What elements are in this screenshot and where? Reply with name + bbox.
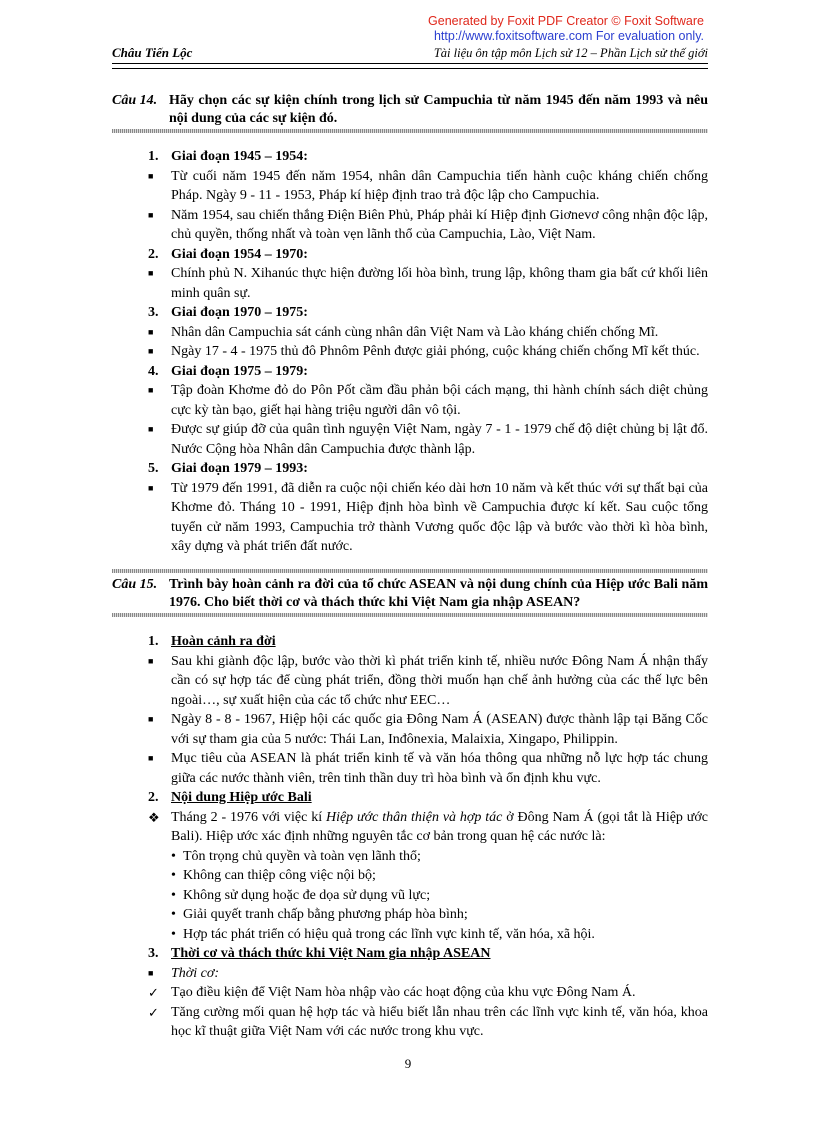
q14-s3-item-2: Ngày 17 - 4 - 1975 thủ đô Phnôm Pênh được giải phóng, cuộc kháng chiến chống Mĩ kết thúc. [171, 344, 700, 359]
q14-s1-item-1: Từ cuối năm 1945 đến năm 1954, nhân dân Campuchia tiến hành cuộc kháng chiến chống Pháp. Ngày 9 - 11 - 1953, Pháp kí hiệp định trao trả độc lập cho Campuchia. [171, 168, 708, 203]
q14-s3-item-1: Nhân dân Campuchia sát cánh cùng nhân dân Việt Nam và Lào kháng chiến chống Mĩ. [171, 324, 659, 340]
q15-s2-principle-5: Hợp tác phát triển có hiệu quả trong các lĩnh vực kinh tế, văn hóa, xã hội. [183, 926, 595, 942]
q14-s5-title: Giai đoạn 1979 – 1993: [171, 461, 308, 476]
q14-s1-title: Giai đoạn 1945 – 1954: [171, 149, 308, 164]
square-bullet-icon: ■ [148, 326, 154, 337]
q15-s3-number: 3. [148, 946, 159, 961]
q15-s2-lead-after: ở Đông Nam Á (gọi tắt là Hiệp ước Bali). Hiệp ước xác định những nguyên tắc cơ bản trong quan hệ các nước là: [171, 809, 708, 844]
checkmark-icon: ✓ [148, 985, 159, 1000]
header-doc-title: Tài liệu ôn tập môn Lịch sử 12 – Phần Lịch sử thế giới [433, 46, 708, 60]
q14-s4-title: Giai đoạn 1975 – 1979: [171, 363, 308, 379]
question-14 [112, 92, 708, 128]
q15-s2-principle-3: Không sử dụng hoặc đe dọa sử dụng vũ lực; [183, 887, 431, 903]
q14-s2-title: Giai đoạn 1954 – 1970: [171, 246, 308, 262]
page-header [112, 45, 708, 61]
q14-s2-item-1: Chính phủ N. Xihanúc thực hiện đường lối hòa bình, trung lập, không tham gia bất cứ khối liên minh quân sự. [171, 266, 708, 301]
dot-bullet-icon: • [171, 926, 176, 942]
square-bullet-icon: ■ [148, 385, 154, 395]
q15-s1-item-1: Sau khi giành độc lập, bước vào thời kì phát triển kinh tế, nhiều nước Đông Nam Á nhận thấy cần có sự hợp tác để cùng phát triển, đồng thời muốn hạn chế ảnh hưởng của các thế lực bên ngoài…, sự xuất hiện của các tổ chức như EEC… [171, 653, 708, 708]
square-bullet-icon: ■ [148, 714, 154, 724]
q15-s2-lead-before: Tháng 2 - 1976 với việc kí [171, 809, 326, 825]
question-15-top-rule [112, 569, 708, 573]
watermark-line-1: Generated by Foxit PDF Creator © Foxit Software [428, 14, 704, 28]
q14-s1-item-2: Năm 1954, sau chiến thắng Điện Biên Phủ, Pháp phải kí Hiệp định Giơnevơ công nhận độc lập, chủ quyền, thống nhất và toàn vẹn lãnh thổ của Campuchia, Lào, Việt Nam. [171, 207, 708, 242]
q14-s5-item-1: Từ 1979 đến 1991, đã diễn ra cuộc nội chiến kéo dài hơn 10 năm và kết thúc với sự thất bại của Khơme đỏ. Tháng 10 - 1991, Hiệp định hòa bình về Campuchia được kí kết. Sau cuộc tổng tuyển cử năm 1993, Campuchia trở thành Vương quốc độc lập và bước vào thời kì hòa bình, xây dựng và phát triển đất nước. [171, 480, 708, 554]
square-bullet-icon: ■ [148, 209, 154, 220]
q15-s2-title: Nội dung Hiệp ước Bali [171, 790, 312, 805]
foxit-watermark [428, 14, 704, 44]
q15-s1-title: Hoàn cảnh ra đời [171, 634, 276, 649]
q15-s3-item-2: Tăng cường mối quan hệ hợp tác và hiểu biết lẫn nhau trên các lĩnh vực kinh tế, văn hóa, khoa học kĩ thuật giữa Việt Nam với các nước trong khu vực. [171, 1004, 708, 1039]
dot-bullet-icon: • [171, 887, 176, 903]
q15-s2-lead [171, 808, 708, 847]
square-bullet-icon: ■ [148, 967, 154, 978]
q15-s3-label: Thời cơ: [171, 965, 219, 981]
q15-s2-principle-2: Không can thiệp công việc nội bộ; [183, 868, 376, 883]
q15-s1-number: 1. [148, 634, 159, 649]
q15-s1-item-3: Mục tiêu của ASEAN là phát triển kinh tế và văn hóa thông qua những nỗ lực hợp tác chung giữa các nước thành viên, trên tinh thần duy trì hòa bình và ổn định khu vực. [171, 751, 708, 786]
header-rule [112, 63, 708, 69]
dot-bullet-icon: • [171, 848, 176, 864]
square-bullet-icon: ■ [148, 170, 154, 181]
square-bullet-icon: ■ [148, 424, 154, 434]
square-bullet-icon: ■ [148, 753, 154, 763]
q15-s2-principle-4: Giải quyết tranh chấp bằng phương pháp hòa bình; [183, 907, 468, 922]
square-bullet-icon: ■ [148, 655, 154, 666]
q14-s4-number: 4. [148, 363, 159, 379]
question-15 [112, 576, 708, 612]
q14-s1-number: 1. [148, 149, 159, 164]
question-15-rule [112, 613, 708, 617]
question-14-rule [112, 129, 708, 133]
q15-s2-number: 2. [148, 790, 159, 805]
q14-s4-item-2: Được sự giúp đỡ của quân tình nguyện Việt Nam, ngày 7 - 1 - 1979 chế độ diệt chủng bị lật đổ. Nước Cộng hòa Nhân dân Campuchia được thành lập. [171, 422, 708, 457]
diamond-bullet-icon: ❖ [148, 809, 160, 825]
square-bullet-icon: ■ [148, 482, 154, 493]
question-15-text: Trình bày hoàn cảnh ra đời của tổ chức ASEAN và nội dung chính của Hiệp ước Bali năm 1976. Cho biết thời cơ và thách thức khi Việt Nam gia nhập ASEAN? [169, 577, 708, 610]
dot-bullet-icon: • [171, 907, 176, 922]
q15-s2-lead-italic: Hiệp ước thân thiện và hợp tác [325, 809, 503, 825]
q15-s1-item-2: Ngày 8 - 8 - 1967, Hiệp hội các quốc gia Đông Nam Á (ASEAN) được thành lập tại Băng Cốc với sự tham gia của 5 nước: Thái Lan, Inđônexia, Malaixia, Xingapo, Philippin. [171, 712, 708, 747]
q15-s2-principle-1: Tôn trọng chủ quyền và toàn vẹn lãnh thổ; [183, 848, 421, 864]
q14-s5-number: 5. [148, 461, 159, 476]
q15-s3-title: Thời cơ và thách thức khi Việt Nam gia nhập ASEAN [171, 946, 491, 961]
square-bullet-icon: ■ [148, 346, 154, 356]
q14-s3-title: Giai đoạn 1970 – 1975: [171, 305, 308, 320]
answer-15 [148, 632, 708, 1042]
q14-s2-number: 2. [148, 246, 159, 262]
q14-s3-number: 3. [148, 305, 159, 320]
header-author: Châu Tiến Lộc [112, 45, 193, 60]
answer-14 [148, 147, 708, 557]
dot-bullet-icon: • [171, 868, 176, 883]
checkmark-icon: ✓ [148, 1004, 159, 1020]
square-bullet-icon: ■ [148, 268, 154, 278]
question-15-number: Câu 15. [112, 577, 158, 592]
watermark-line-2: http://www.foxitsoftware.com For evaluation only. [433, 29, 704, 43]
q14-s4-item-1: Tập đoàn Khơme đỏ do Pôn Pốt cầm đầu phản bội cách mạng, thi hành chính sách diệt chủng cực kỳ tàn bạo, giết hại hàng triệu người dân vô tội. [171, 383, 708, 418]
page-number: 9 [404, 1056, 412, 1071]
question-14-number: Câu 14. [112, 93, 158, 108]
q15-s3-item-1: Tạo điều kiện để Việt Nam hòa nhập vào các hoạt động của khu vực Đông Nam Á. [171, 985, 636, 1000]
question-14-text: Hãy chọn các sự kiện chính trong lịch sử Campuchia từ năm 1945 đến năm 1993 và nêu nội dung của các sự kiện đó. [169, 93, 708, 126]
